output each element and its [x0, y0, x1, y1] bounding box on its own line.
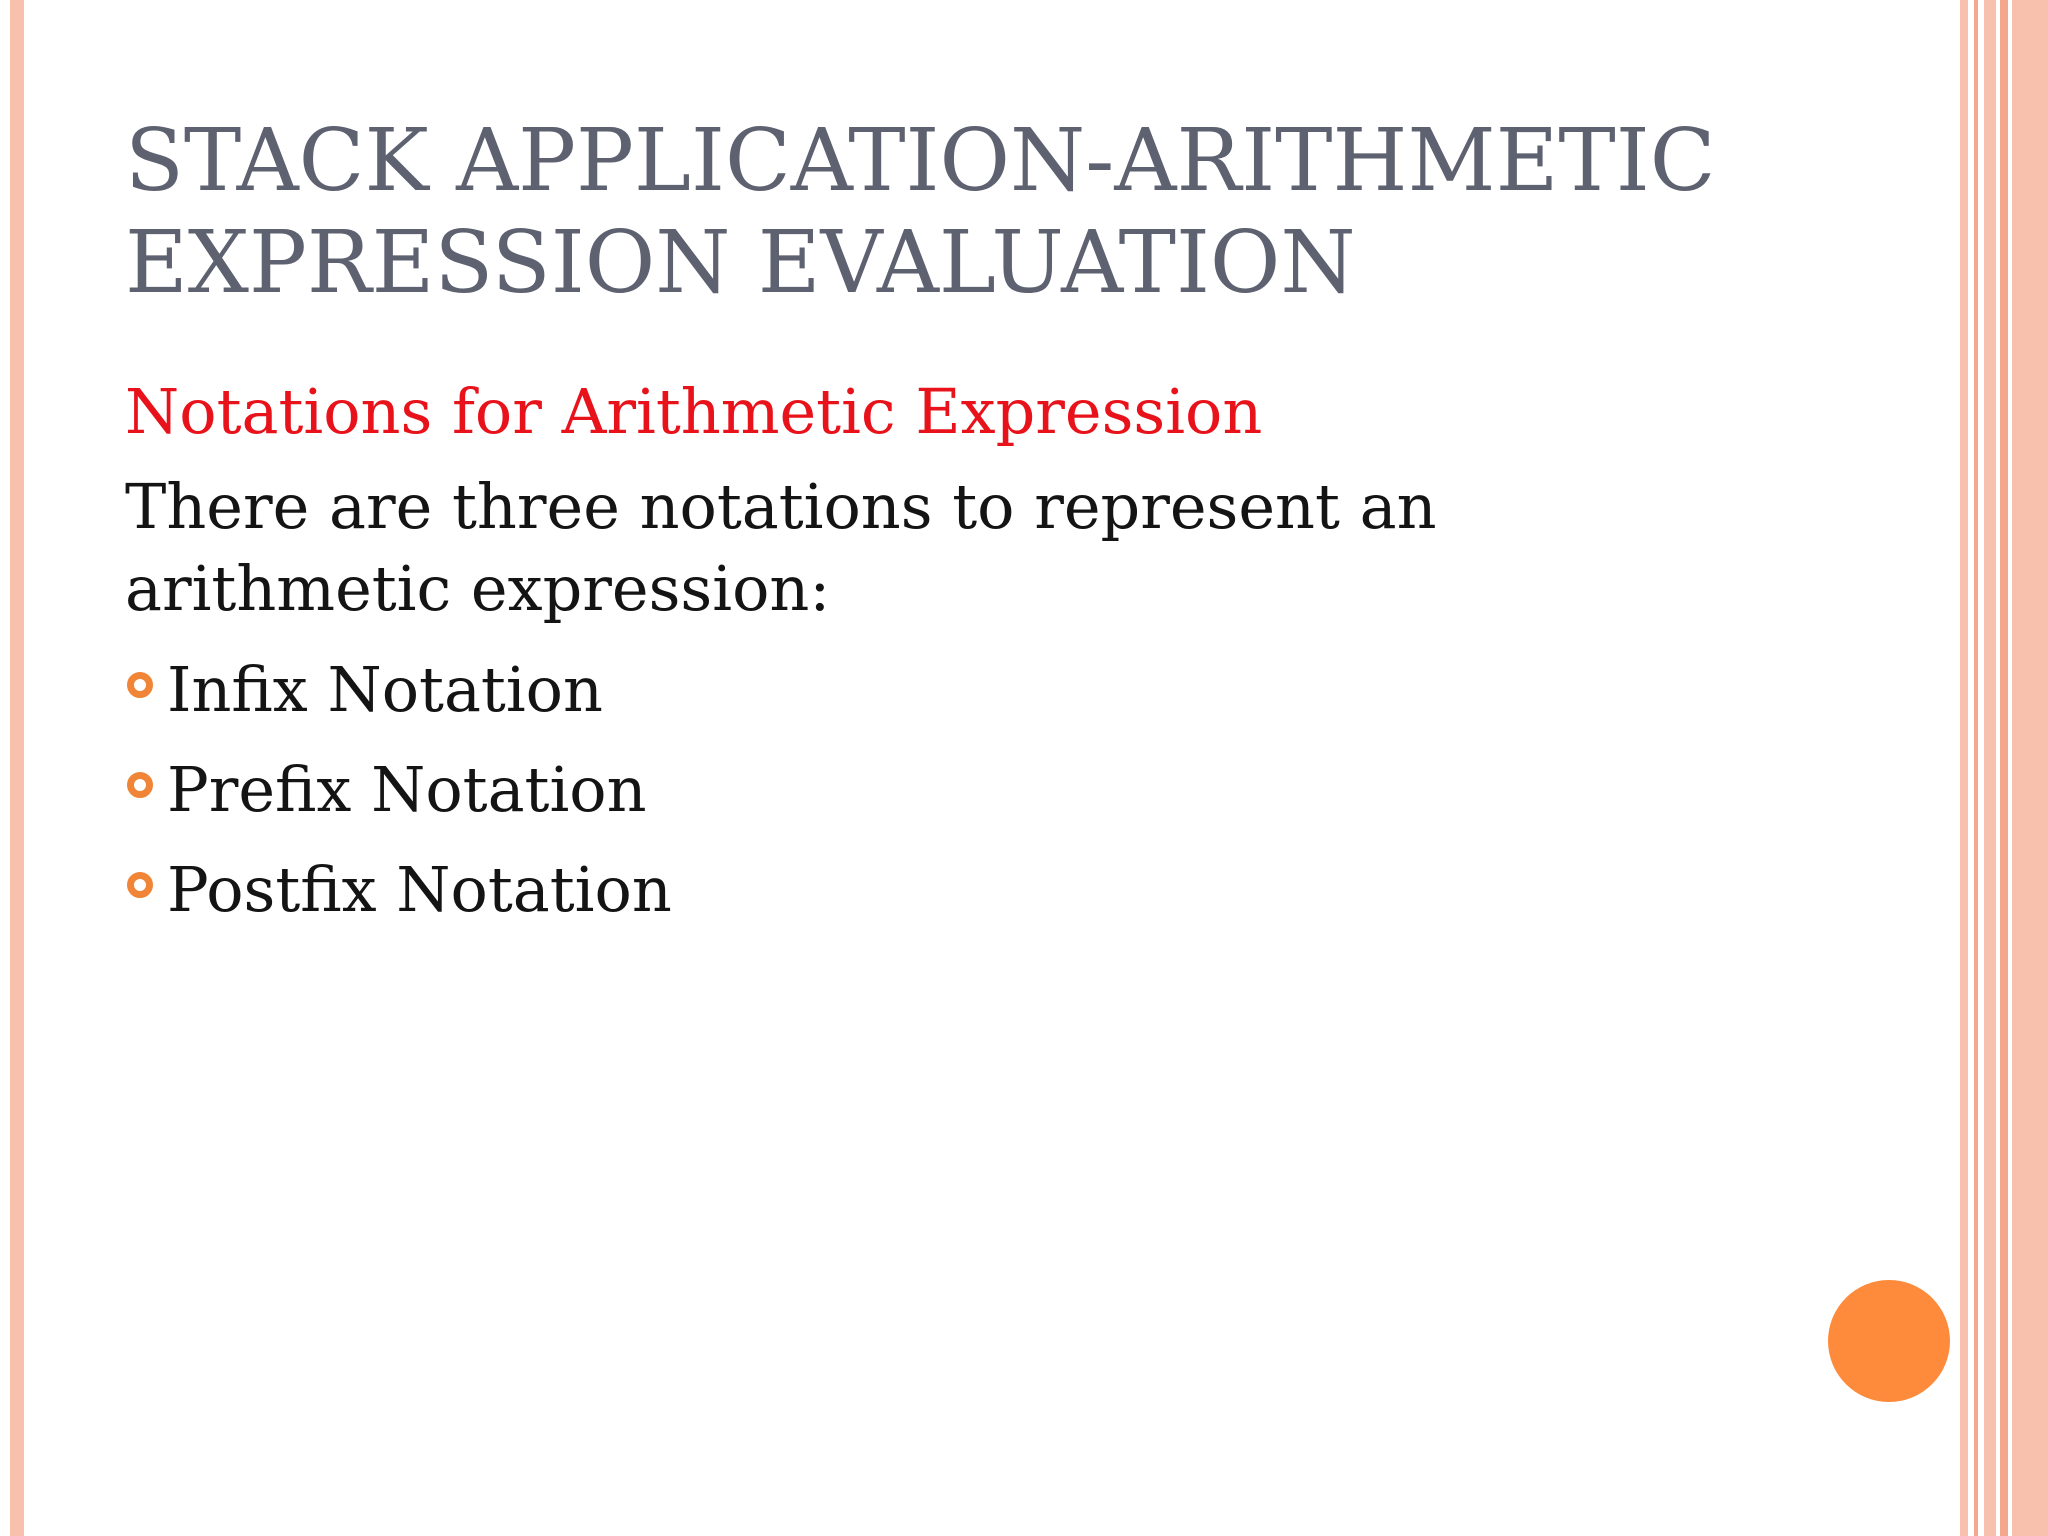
- right-stripe: [2000, 0, 2008, 1536]
- hollow-circle-bullet-icon: [127, 772, 153, 798]
- intro-line: arithmetic expression:: [125, 552, 831, 625]
- list-item: [125, 640, 1825, 740]
- slide-title: [125, 110, 1825, 314]
- hollow-circle-bullet-icon: [127, 872, 153, 898]
- section-subheading: Notations for Arithmetic Expression: [125, 375, 1263, 448]
- right-stripe: [2012, 0, 2048, 1536]
- list-item-label: Prefix Notation: [167, 753, 647, 826]
- hollow-circle-bullet-icon: [127, 672, 153, 698]
- list-item: [125, 840, 1825, 940]
- orange-circle-decoration: [1828, 1280, 1950, 1402]
- intro-paragraph: [125, 466, 1825, 630]
- left-border-stripe: [10, 0, 24, 1536]
- right-stripe: [1984, 0, 1996, 1536]
- notation-list: [125, 640, 1825, 940]
- list-item-label: Postfix Notation: [167, 853, 672, 926]
- list-item-label: Infix Notation: [167, 653, 603, 726]
- list-item: [125, 740, 1825, 840]
- slide-title-line: STACK APPLICATION-ARITHMETIC: [125, 111, 1716, 211]
- intro-line: There are three notations to represent an: [125, 470, 1437, 543]
- right-border-stripes: [1960, 0, 2048, 1536]
- slide-title-line: EXPRESSION EVALUATION: [125, 213, 1356, 313]
- right-stripe: [1960, 0, 1968, 1536]
- slide-content: [125, 372, 1825, 940]
